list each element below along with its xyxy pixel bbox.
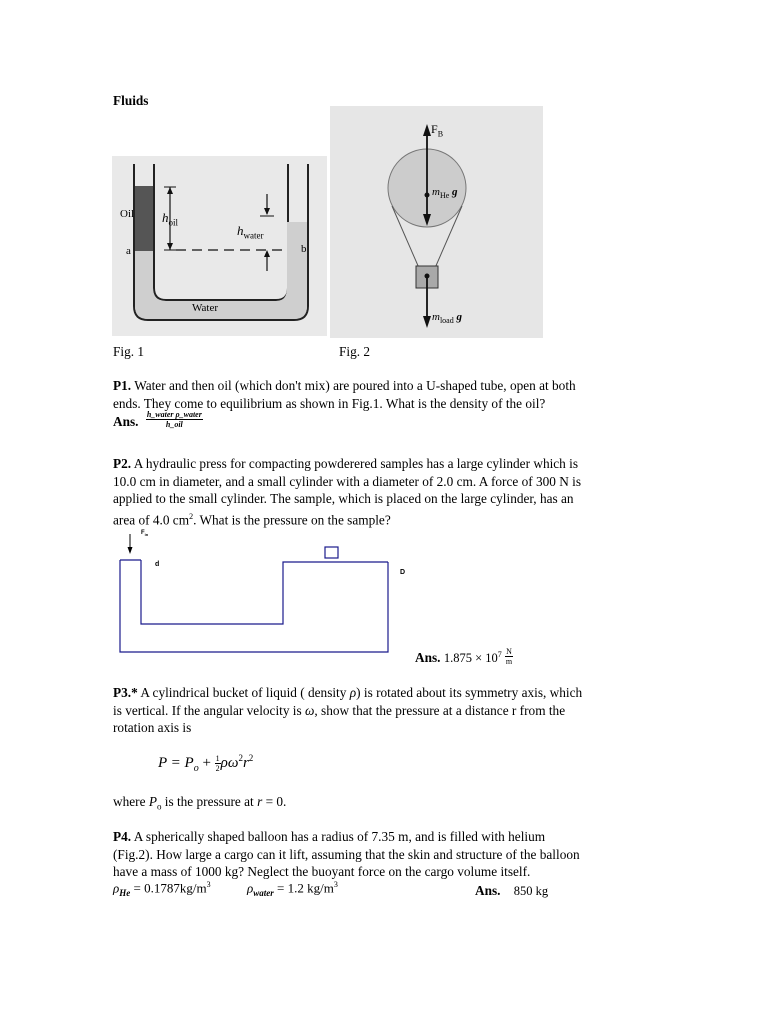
label-f-in: $F_{in}$	[141, 530, 149, 538]
p2-line-2: 10.0 cm in diameter, and a small cylinder with a diameter of 2.0 cm. A force of 300 N is	[113, 473, 582, 489]
label-oil: Oil	[120, 208, 135, 220]
label-d-small: d	[155, 561, 160, 568]
p1-line-1: P1. Water and then oil (which don't mix) are poured into a U-shaped tube, open at both	[113, 378, 576, 393]
figure-1-caption: Fig. 1	[113, 344, 145, 359]
p3-equation: $P = P_o$ + $\frac{1}{2}$ $\rho\omega^2r^2$	[158, 753, 254, 774]
problem-2	[113, 455, 673, 528]
figure-2-balloon	[330, 106, 543, 338]
p2-line-1: P2. A hydraulic press for compacting powderered samples has a large cylinder which is	[113, 456, 579, 471]
label-h-water: $h_{water}$	[237, 223, 264, 241]
figure-1-u-tube	[112, 156, 327, 336]
problem-1	[113, 377, 673, 432]
label-water: Water	[192, 302, 218, 314]
p4-answer: Ans. 850 kg	[475, 883, 549, 898]
label-mhe-g: $m_{He}$ g	[432, 186, 458, 201]
balloon-diagram	[330, 106, 543, 338]
p2-line-4: area of 4.0 $cm^2$. What is the pressure on the sample?	[113, 511, 391, 527]
label-fb: $F_B$	[431, 122, 444, 139]
p4-line-1: P4. A spherically shaped balloon has a radius of 7.35 m, and is filled with helium	[113, 829, 546, 844]
p1-answer: Ans. $\frac{\text{h\_water ρ\_water}}{\text{h\_oil}}$	[113, 410, 202, 430]
label-d-large: D	[400, 569, 406, 576]
page-title: Fluids	[113, 93, 149, 108]
label-h-oil: $h_{oil}$	[162, 210, 179, 228]
p2-answer-unit: $\frac{N}{m}$	[505, 646, 513, 666]
problem-4	[113, 828, 673, 881]
u-tube-diagram	[112, 156, 327, 336]
p4-line-2: (Fig.2). How large a cargo can it lift, assuming that the skin and structure of the balloon	[113, 846, 580, 862]
label-a: a	[126, 245, 131, 257]
p4-density-water: $\rho_{water} = 1.2$ $kg/m^3$	[247, 880, 338, 898]
p3-line-3: rotation axis is	[113, 720, 192, 735]
p1-answer-fraction: $\frac{\text{h\_water ρ\_water}}{\text{h\_oil}}$	[146, 410, 202, 430]
label-mload-g: $m_{load}$ g	[432, 311, 462, 326]
press-outline	[112, 528, 412, 658]
p1-line-2: ends. They come to equilibrium as shown in Fig.1. What is the density of the oil?	[113, 395, 546, 411]
figure-2-caption: Fig. 2	[339, 344, 371, 359]
p3-line-2: is vertical. If the angular velocity is ω, show that the pressure at a distance r from the	[113, 702, 566, 718]
hydraulic-press-diagram	[112, 528, 412, 658]
p3-where: where $P_o$ is the pressure at r = 0.	[113, 794, 287, 812]
p4-density-helium: $\rho_{He} = 0.1787kg/m^3$	[113, 880, 211, 898]
p2-line-3: applied to the small cylinder. The sample, which is placed on the large cylinder, has an	[113, 491, 574, 506]
p3-line-1: P3.* A cylindrical bucket of liquid ( density ρ) is rotated about its symmetry axis, which	[113, 685, 583, 700]
label-b: b	[301, 243, 307, 255]
problem-3	[113, 684, 673, 737]
p4-line-3: have a mass of 1000 kg? Neglect the buoyant force on the cargo volume itself.	[113, 864, 531, 879]
p2-answer: Ans. $1.875 \times 10^7$ $\frac{N}{m}$	[415, 646, 513, 666]
